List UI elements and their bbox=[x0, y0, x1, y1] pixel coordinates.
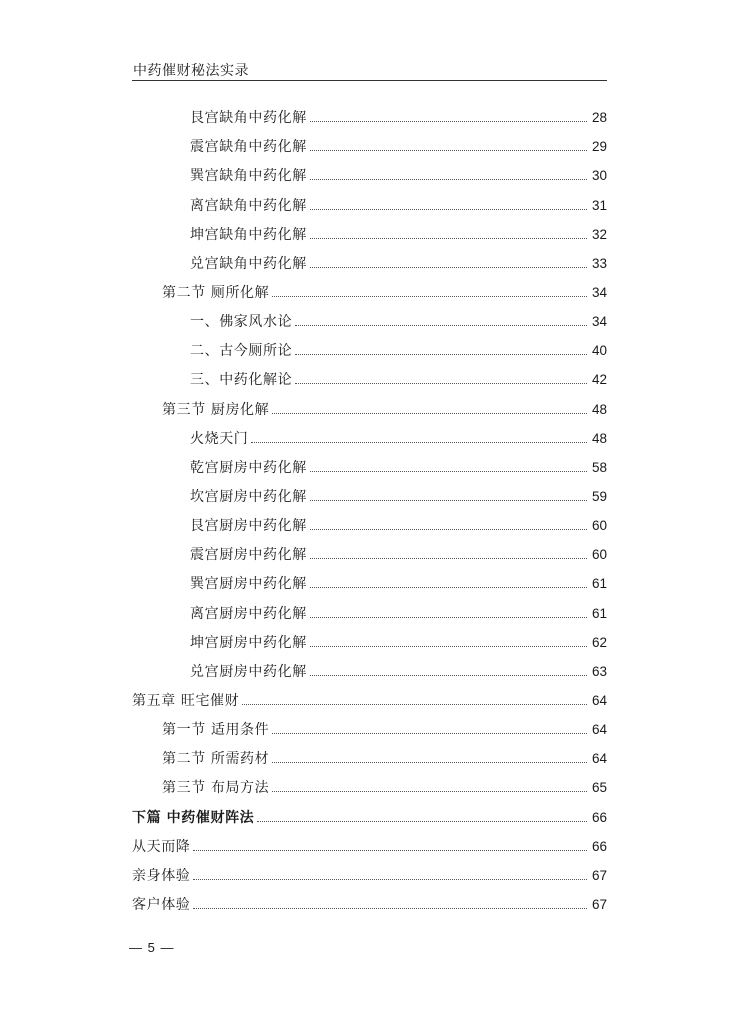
dot-leader bbox=[310, 237, 587, 239]
toc-page-number: 61 bbox=[591, 576, 607, 592]
toc-entry[interactable] bbox=[0, 711, 741, 740]
toc-entry[interactable] bbox=[0, 332, 741, 361]
toc-entry[interactable] bbox=[0, 536, 741, 565]
toc-entry-title: 乾宫厨房中药化解 bbox=[190, 459, 307, 476]
dot-leader bbox=[310, 120, 587, 122]
table-of-contents bbox=[0, 99, 741, 915]
dot-leader bbox=[193, 849, 587, 851]
toc-page-number: 48 bbox=[591, 401, 607, 417]
toc-page-number: 28 bbox=[591, 110, 607, 126]
toc-page-number: 58 bbox=[591, 459, 607, 475]
toc-entry-title: 三、中药化解论 bbox=[190, 372, 293, 389]
dot-leader bbox=[310, 616, 587, 618]
dot-leader bbox=[310, 149, 587, 151]
toc-entry-title: 二、古今厕所论 bbox=[190, 343, 293, 360]
toc-entry[interactable] bbox=[0, 886, 741, 915]
toc-page-number: 60 bbox=[591, 547, 607, 563]
toc-entry-title: 巽宫缺角中药化解 bbox=[190, 168, 307, 185]
toc-page-number: 62 bbox=[591, 634, 607, 650]
toc-page-number: 64 bbox=[591, 722, 607, 738]
dot-leader bbox=[257, 820, 587, 822]
toc-entry[interactable] bbox=[0, 99, 741, 128]
toc-page-number: 31 bbox=[591, 197, 607, 213]
toc-page-number: 64 bbox=[591, 692, 607, 708]
dot-leader bbox=[310, 266, 587, 268]
toc-entry[interactable] bbox=[0, 245, 741, 274]
toc-entry-title: 坤宫厨房中药化解 bbox=[190, 634, 307, 651]
toc-page-number: 65 bbox=[591, 780, 607, 796]
toc-page-number: 67 bbox=[591, 867, 607, 883]
toc-entry[interactable] bbox=[0, 507, 741, 536]
toc-entry-title: 坤宫缺角中药化解 bbox=[190, 226, 307, 243]
dot-leader bbox=[295, 382, 587, 384]
dot-leader bbox=[310, 470, 587, 472]
toc-entry-title: 一、佛家风水论 bbox=[190, 314, 293, 331]
header-title: 中药催财秘法实录 bbox=[133, 63, 249, 79]
toc-page-number: 40 bbox=[591, 343, 607, 359]
toc-entry[interactable] bbox=[0, 361, 741, 390]
toc-entry-title: 巽宫厨房中药化解 bbox=[190, 576, 307, 593]
toc-entry-title: 第二节 所需药材 bbox=[162, 751, 270, 768]
toc-entry[interactable] bbox=[0, 390, 741, 419]
toc-entry[interactable] bbox=[0, 303, 741, 332]
toc-page-number: 66 bbox=[591, 809, 607, 825]
toc-entry-title: 第五章 旺宅催财 bbox=[132, 692, 240, 709]
toc-entry[interactable] bbox=[0, 653, 741, 682]
toc-entry-title: 震宫缺角中药化解 bbox=[190, 139, 307, 156]
running-header bbox=[132, 58, 607, 81]
page-number-footer: — 5 — bbox=[129, 940, 175, 955]
toc-page-number: 30 bbox=[591, 168, 607, 184]
toc-page-number: 61 bbox=[591, 605, 607, 621]
toc-entry-title: 艮宫厨房中药化解 bbox=[190, 518, 307, 535]
toc-entry[interactable] bbox=[0, 565, 741, 594]
toc-entry-title: 兑宫厨房中药化解 bbox=[190, 663, 307, 680]
toc-entry[interactable] bbox=[0, 216, 741, 245]
toc-entry[interactable] bbox=[0, 624, 741, 653]
dot-leader bbox=[295, 353, 587, 355]
toc-page-number: 32 bbox=[591, 226, 607, 242]
toc-entry[interactable] bbox=[0, 274, 741, 303]
toc-entry-title: 第二节 厕所化解 bbox=[162, 284, 270, 301]
toc-page-number: 66 bbox=[591, 838, 607, 854]
dot-leader bbox=[295, 324, 587, 326]
toc-page-number: 59 bbox=[591, 488, 607, 504]
toc-page-number: 64 bbox=[591, 751, 607, 767]
dot-leader bbox=[310, 208, 587, 210]
toc-entry[interactable] bbox=[0, 594, 741, 623]
dot-leader bbox=[272, 412, 587, 414]
toc-entry[interactable] bbox=[0, 128, 741, 157]
dot-leader bbox=[193, 878, 587, 880]
dot-leader bbox=[310, 674, 587, 676]
dot-leader bbox=[242, 703, 587, 705]
toc-entry[interactable] bbox=[0, 857, 741, 886]
dot-leader bbox=[310, 528, 587, 530]
toc-entry-title: 坎宫厨房中药化解 bbox=[190, 488, 307, 505]
toc-entry-title: 第三节 布局方法 bbox=[162, 780, 270, 797]
toc-entry[interactable] bbox=[0, 449, 741, 478]
toc-entry-title: 第三节 厨房化解 bbox=[162, 401, 270, 418]
toc-entry-title: 亲身体验 bbox=[132, 867, 191, 884]
toc-entry[interactable] bbox=[0, 157, 741, 186]
toc-entry-title: 下篇 中药催财阵法 bbox=[132, 809, 255, 826]
toc-page-number: 60 bbox=[591, 518, 607, 534]
toc-entry[interactable] bbox=[0, 740, 741, 769]
toc-page-number: 48 bbox=[591, 430, 607, 446]
toc-entry-title: 艮宫缺角中药化解 bbox=[190, 110, 307, 127]
toc-entry-title: 第一节 适用条件 bbox=[162, 722, 270, 739]
dot-leader bbox=[310, 557, 587, 559]
toc-page-number: 42 bbox=[591, 372, 607, 388]
dot-leader bbox=[251, 441, 587, 443]
dot-leader bbox=[272, 790, 587, 792]
toc-entry[interactable] bbox=[0, 478, 741, 507]
toc-page-number: 34 bbox=[591, 284, 607, 300]
toc-entry[interactable] bbox=[0, 186, 741, 215]
toc-entry-title: 从天而降 bbox=[132, 838, 191, 855]
dot-leader bbox=[310, 178, 587, 180]
toc-page-number: 63 bbox=[591, 663, 607, 679]
toc-page-number: 29 bbox=[591, 139, 607, 155]
dot-leader bbox=[272, 761, 587, 763]
toc-entry-title: 震宫厨房中药化解 bbox=[190, 547, 307, 564]
dot-leader bbox=[310, 499, 587, 501]
dot-leader bbox=[310, 586, 587, 588]
dot-leader bbox=[193, 907, 587, 909]
toc-entry-title: 离宫厨房中药化解 bbox=[190, 605, 307, 622]
toc-entry-title: 兑宫缺角中药化解 bbox=[190, 255, 307, 272]
toc-entry-title: 火烧天门 bbox=[190, 430, 249, 447]
toc-entry-title: 客户体验 bbox=[132, 896, 191, 913]
toc-entry[interactable] bbox=[0, 682, 741, 711]
toc-entry-title: 离宫缺角中药化解 bbox=[190, 197, 307, 214]
toc-page-number: 33 bbox=[591, 255, 607, 271]
toc-entry[interactable] bbox=[0, 420, 741, 449]
toc-page-number: 34 bbox=[591, 314, 607, 330]
toc-entry[interactable] bbox=[0, 798, 741, 827]
dot-leader bbox=[272, 732, 587, 734]
toc-entry[interactable] bbox=[0, 769, 741, 798]
toc-page-number: 67 bbox=[591, 896, 607, 912]
dot-leader bbox=[310, 645, 587, 647]
dot-leader bbox=[272, 295, 587, 297]
toc-entry[interactable] bbox=[0, 828, 741, 857]
